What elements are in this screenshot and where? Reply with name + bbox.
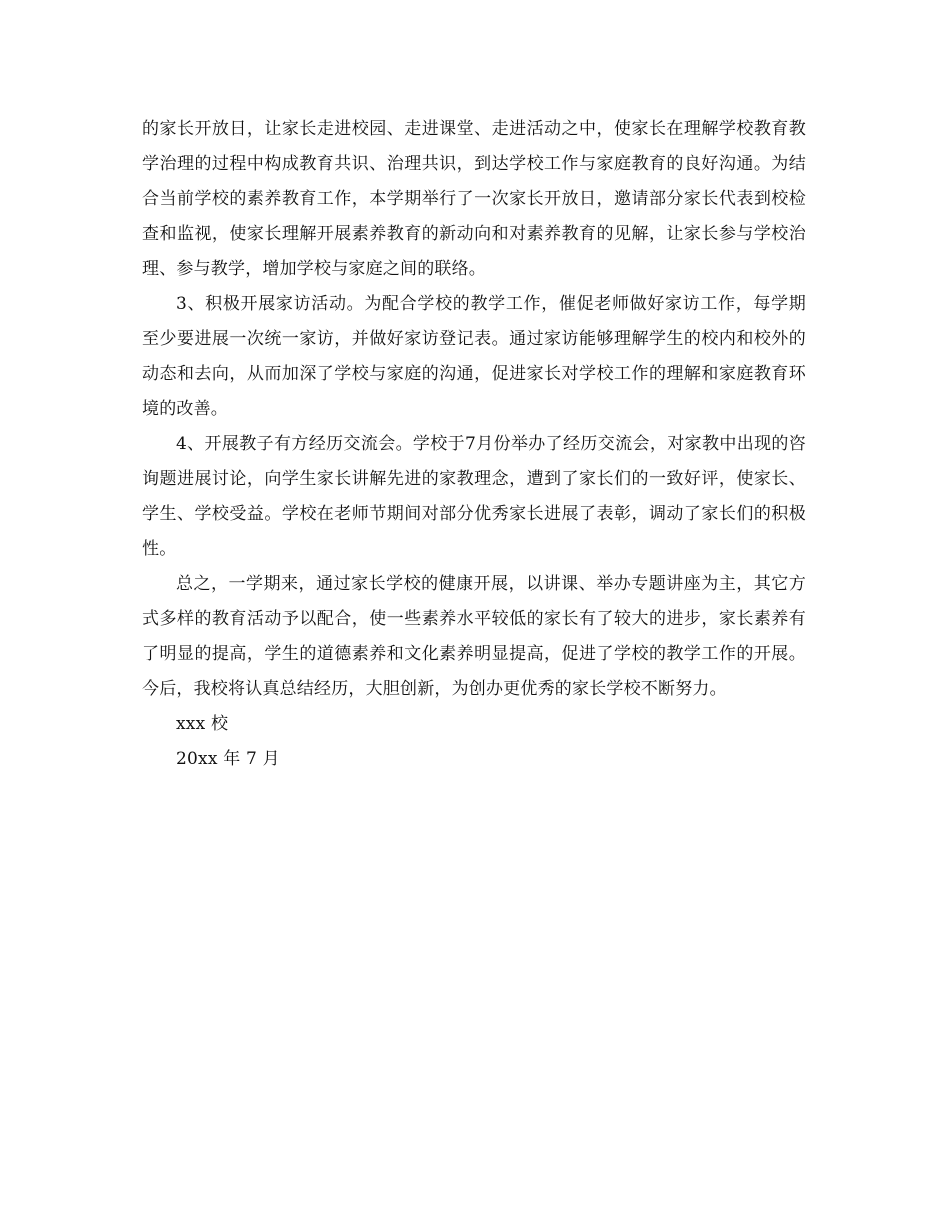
paragraph-summary: 总之，一学期来，通过家长学校的健康开展，以讲课、举办专题讲座为主，其它方式多样的教育活动予以配合，使一些素养水平较低的家长有了较大的进步，家长素养有了明显的提高，学生的道德素养和文化素养明显提高，促进了学校的教学工作的开展。今后，我校将认真总结经历，大胆创新，为创办更优秀的家长学校不断努力。: [142, 574, 806, 699]
paragraph-experience-exchange: 4、开展教子有方经历交流会。学校于7月份举办了经历交流会，对家教中出现的咨询题进展讨论，向学生家长讲解先进的家教理念，遭到了家长们的一致好评，使家长、学生、学校受益。学校在老师节期间对部分优秀家长进展了表彰，调动了家长们的积极性。: [142, 434, 806, 559]
document-body: [142, 112, 806, 777]
paragraph-home-visits: 3、积极开展家访活动。为配合学校的教学工作，催促老师做好家访工作，每学期至少要进展一次统一家访，并做好家访登记表。通过家访能够理解学生的校内和校外的动态和去向，从而加深了学校与家庭的沟通，促进家长对学校工作的理解和家庭教育环境的改善。: [142, 294, 806, 419]
paragraph-parent-open-day: 的家长开放日，让家长走进校园、走进课堂、走进活动之中，使家长在理解学校教育教学治理的过程中构成教育共识、治理共识，到达学校工作与家庭教育的良好沟通。为结合当前学校的素养教育工作，本学期举行了一次家长开放日，邀请部分家长代表到校检查和监视，使家长理解开展素养教育的新动向和对素养教育的见解，让家长参与学校治理、参与教学，增加学校与家庭之间的联络。: [142, 119, 806, 279]
signature-date: 20xx 年 7 月: [176, 749, 280, 769]
signature-school: xxx 校: [176, 714, 229, 734]
